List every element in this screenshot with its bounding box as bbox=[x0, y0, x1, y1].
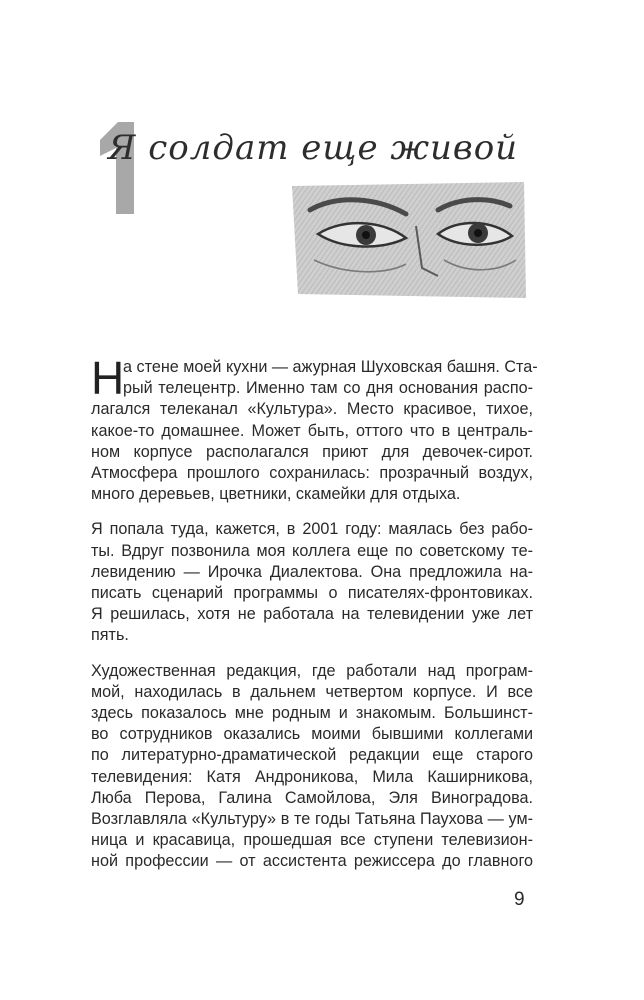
eyes-sketch-illustration bbox=[288, 180, 528, 302]
text-line: а стене моей кухни — ажурная Шуховская башня. Ста- bbox=[123, 358, 538, 376]
paragraph-2 bbox=[91, 519, 533, 646]
text-line: здесь показалось мне родным и знакомым. Большинст- bbox=[91, 704, 533, 723]
text-line: левидению — Ирочка Диалектова. Она предложила на- bbox=[91, 562, 533, 581]
page-number: 9 bbox=[514, 889, 525, 910]
text-line: Возглавляла «Культуру» в те годы Татьяна Паухова — ум- bbox=[91, 810, 533, 829]
text-line: телевидения: Катя Андроникова, Мила Каширникова, bbox=[91, 767, 533, 786]
text-line: Атмосфера прошлого сохранилась: прозрачный воздух, bbox=[91, 464, 533, 483]
text-line: во сотрудников оказались моими бывшими коллегами bbox=[91, 725, 533, 744]
text-line: пять. bbox=[91, 626, 129, 645]
paragraph-1 bbox=[91, 352, 538, 505]
text-line: писать сценарий программы о писателях-фронтовиках. bbox=[91, 584, 533, 603]
text-line: рый телецентр. Именно там со дня основания распо- bbox=[123, 379, 533, 398]
chapter-title: Я солдат еще живой bbox=[108, 128, 519, 168]
text-line: Я попала туда, кажется, в 2001 году: маялась без рабо- bbox=[91, 520, 533, 539]
text-line: ном корпусе располагался приют для девочек-сирот. bbox=[91, 442, 533, 461]
body-text bbox=[91, 352, 538, 887]
text-line: Люба Перова, Галина Самойлова, Эля Виноградова. bbox=[91, 788, 533, 807]
text-line: какое-то домашнее. Может быть, оттого что в централь- bbox=[91, 421, 533, 440]
text-line: Художественная редакция, где работали над програм- bbox=[91, 661, 533, 680]
text-line: много деревьев, цветники, скамейки для отдыха. bbox=[91, 485, 461, 504]
text-line: ты. Вдруг позвонила моя коллега еще по советскому те- bbox=[91, 541, 533, 560]
text-line: ной профессии — от ассистента режиссера до главного bbox=[91, 852, 533, 871]
drop-cap: Н bbox=[91, 352, 125, 404]
text-line: мой, находилась в дальнем четвертом корпусе. И все bbox=[91, 682, 533, 701]
dropcap-row bbox=[91, 352, 538, 404]
text-line: Я решилась, хотя не работала на телевидении уже лет bbox=[91, 605, 533, 624]
text-line: лагался телеканал «Культура». Место красивое, тихое, bbox=[91, 400, 533, 419]
text-line: ница и красавица, прошедшая все ступени телевизион- bbox=[91, 831, 533, 850]
text-line: по литературно-драматической редакции еще старого bbox=[91, 746, 533, 765]
paragraph-3 bbox=[91, 661, 533, 873]
eyes-sketch-icon bbox=[288, 180, 528, 302]
